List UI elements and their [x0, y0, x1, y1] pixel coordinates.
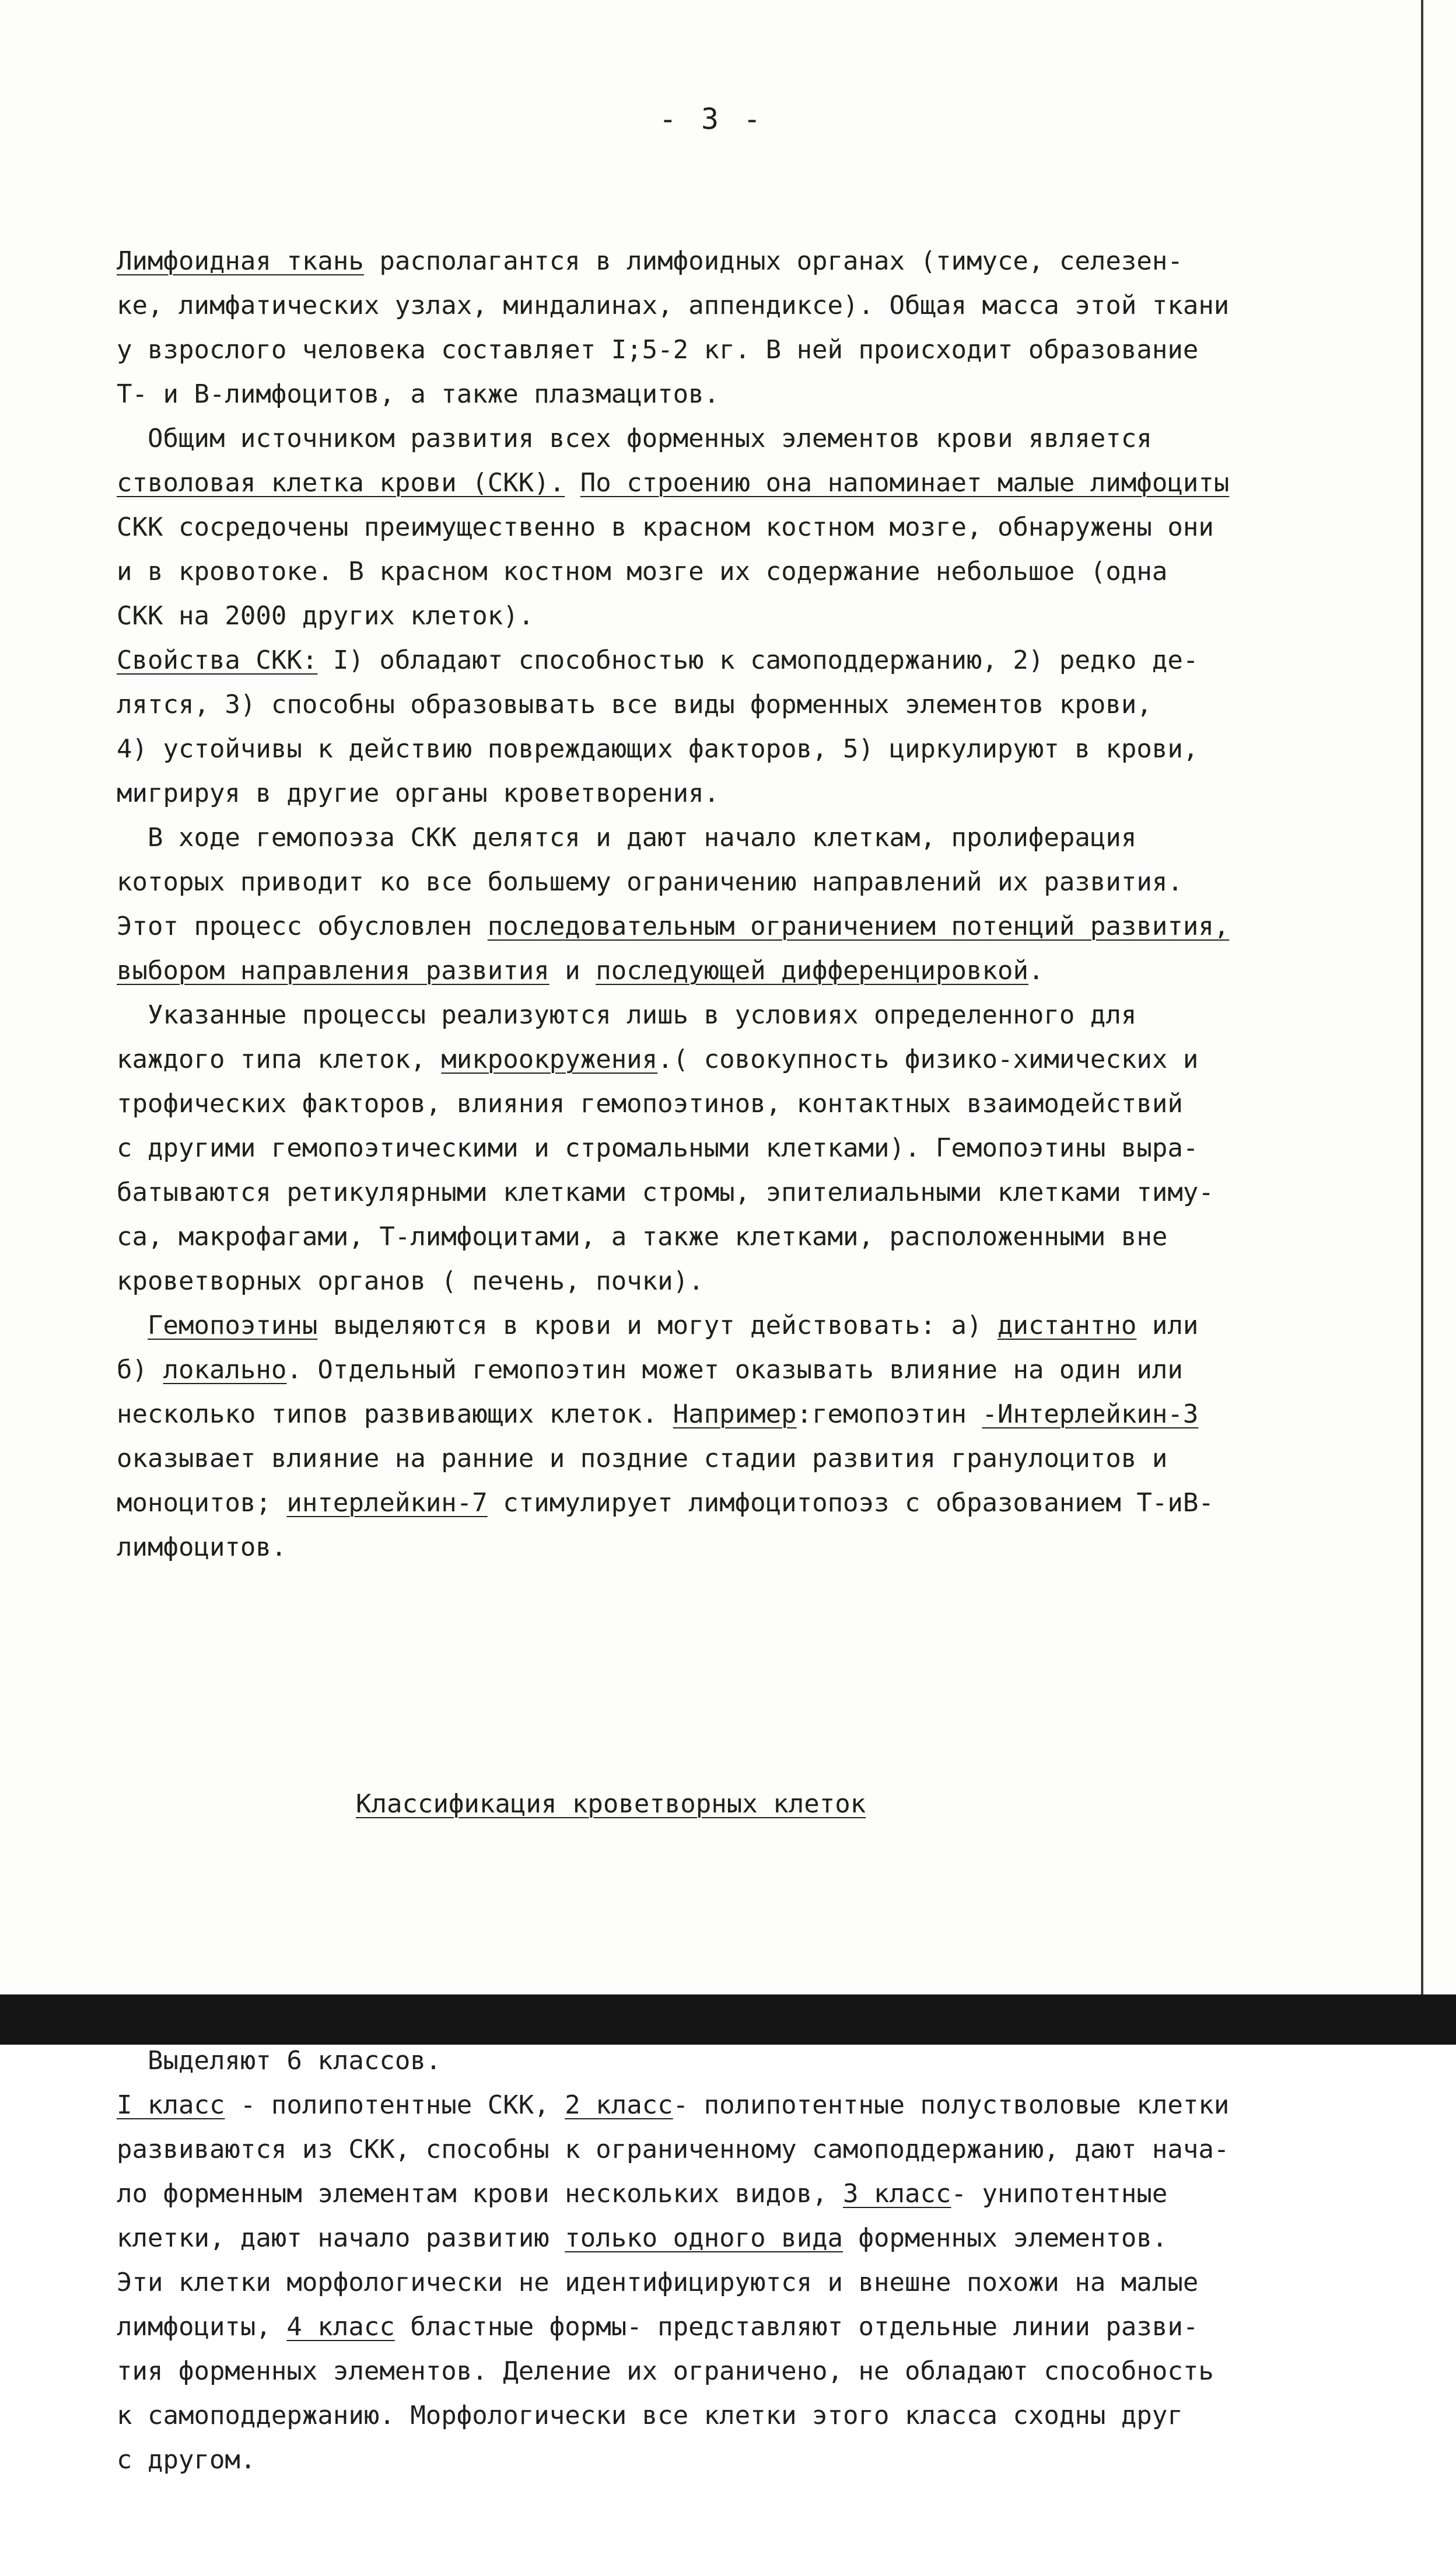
text-run: . — [1028, 956, 1044, 986]
text-run: лятся, 3) способны образовывать все виды форменных элементов крови, — [117, 690, 1152, 719]
paragraphs-hematopoiesis — [117, 239, 1418, 1570]
underlined-term: 4 класс — [286, 2312, 395, 2342]
text-run: лимфоцитов. — [117, 1532, 287, 1562]
underlined-term: Например — [673, 1399, 797, 1429]
text-run: - полипотентные полустволовые клетки — [673, 2090, 1230, 2120]
text-run: СКК сосредочены преимущественно в красном костном мозге, обнаружены они — [117, 512, 1214, 542]
spacer — [117, 1915, 1418, 1950]
text-line — [117, 904, 1418, 949]
underlined-term: -Интерлейкин-3 — [982, 1399, 1199, 1429]
text-line — [117, 1304, 1418, 1348]
text-line — [117, 1171, 1418, 1215]
text-line — [117, 816, 1418, 860]
paragraphs-classification — [117, 2039, 1418, 2482]
text-run: бластные формы- представляют отдельные линии разви- — [394, 2312, 1199, 2342]
text-run: лимфоциты, — [117, 2312, 287, 2342]
text-run: оказывает влияние на ранние и поздние стадии развития гранулоцитов и — [117, 1444, 1168, 1473]
text-line — [117, 2128, 1418, 2172]
underlined-term: Свойства СКК: — [117, 645, 318, 675]
underlined-term: дистантно — [997, 1311, 1137, 1340]
text-line — [117, 594, 1418, 638]
text-line — [117, 550, 1418, 594]
text-line — [117, 771, 1418, 816]
text-run: В ходе гемопоэза СКК делятся и дают начало клеткам, пролиферация — [117, 823, 1137, 853]
text-line — [117, 1259, 1418, 1304]
underlined-term: стволовая клетка крови (СКК). — [117, 468, 565, 498]
text-line — [117, 239, 1418, 284]
text-run: развиваются из СКК, способны к ограниченному самоподдержанию, дают нача- — [117, 2135, 1230, 2164]
section-heading: Классификация кроветворных клеток — [356, 1789, 866, 1819]
text-run: кроветворных органов ( печень, почки). — [117, 1266, 704, 1296]
underlined-term: локально — [163, 1355, 287, 1385]
text-line — [117, 1126, 1418, 1171]
underlined-term: I класс — [117, 2090, 225, 2120]
text-run: - унипотентные — [951, 2179, 1168, 2209]
text-run: с другом. — [117, 2445, 256, 2475]
text-line — [117, 372, 1418, 417]
text-line — [117, 417, 1418, 461]
text-run: :гемопоэтин — [796, 1399, 982, 1429]
text-line — [117, 860, 1418, 904]
text-run: батываются ретикулярными клетками стромы, эпителиальными клетками тиму- — [117, 1178, 1214, 1207]
text-line — [117, 683, 1418, 727]
text-line — [117, 2039, 1418, 2083]
text-line — [117, 1392, 1418, 1437]
text-run: с другими гемопоэтическими и стромальными клетками). Гемопоэтины выра- — [117, 1133, 1199, 1163]
underlined-term: 3 класс — [843, 2179, 951, 2209]
text-line — [117, 2305, 1418, 2349]
text-run: б) — [117, 1355, 163, 1385]
text-run: Указанные процессы реализуются лишь в условиях определенного для — [117, 1000, 1137, 1030]
text-run: мигрируя в другие органы кроветворения. — [117, 778, 720, 808]
text-run: или — [1136, 1311, 1199, 1340]
text-run: которых приводит ко все большему ограничению направлений их развития. — [117, 867, 1183, 897]
text-line — [117, 949, 1418, 993]
text-line — [117, 638, 1418, 683]
text-run: . Отдельный гемопоэтин может оказывать влияние на один или — [286, 1355, 1183, 1385]
underlined-term: последовательным ограничением потенций развития, — [487, 911, 1230, 941]
underlined-term: выбором направления развития — [117, 956, 550, 986]
underlined-term: По строению она напоминает малые лимфоциты — [580, 468, 1230, 498]
text-line — [117, 1348, 1418, 1392]
underlined-term: интерлейкин-7 — [286, 1488, 488, 1518]
text-run: моноцитов; — [117, 1488, 287, 1518]
text-run: трофических факторов, влияния гемопоэтинов, контактных взаимодействий — [117, 1089, 1183, 1119]
page-number: - 3 - — [659, 102, 765, 136]
text-run: .( совокупность физико-химических и — [657, 1045, 1199, 1074]
underlined-term: Лимфоидная ткань — [117, 246, 364, 276]
text-run: к самоподдержанию. Морфологически все клетки этого класса сходны друг — [117, 2401, 1183, 2430]
text-line — [117, 461, 1418, 505]
text-run: СКК на 2000 других клеток). — [117, 601, 534, 631]
text-line — [117, 2349, 1418, 2394]
text-line — [117, 328, 1418, 372]
text-line — [117, 993, 1418, 1038]
underlined-term: Гемопоэтины — [147, 1311, 318, 1340]
body-text — [117, 151, 1418, 2571]
spacer — [117, 1658, 1418, 1693]
text-run: каждого типа клеток, — [117, 1045, 442, 1074]
text-line — [117, 2438, 1418, 2482]
text-run: Т- и В-лимфоцитов, а также плазмацитов. — [117, 379, 720, 409]
text-line — [117, 284, 1418, 328]
text-run: тия форменных элементов. Деление их ограничено, не обладают способность — [117, 2356, 1214, 2386]
text-line — [117, 1082, 1418, 1126]
text-run — [117, 1311, 148, 1340]
text-run: са, макрофагами, Т-лимфоцитами, а также клетками, расположенными вне — [117, 1222, 1168, 1252]
text-run: и — [549, 956, 596, 986]
text-line — [117, 1215, 1418, 1259]
text-run: 4) устойчивы к действию повреждающих факторов, 5) циркулируют в крови, — [117, 734, 1199, 764]
page-right-edge — [1421, 0, 1423, 1996]
text-run: клетки, дают начало развитию — [117, 2223, 565, 2253]
underlined-term: только одного вида — [565, 2223, 844, 2253]
underlined-term: 2 класс — [565, 2090, 673, 2120]
text-line — [117, 1525, 1418, 1570]
text-line — [117, 1038, 1418, 1082]
underlined-term: последующей дифференцировкой — [596, 956, 1028, 986]
text-line — [117, 727, 1418, 771]
text-line — [117, 2172, 1418, 2216]
text-line — [117, 2083, 1418, 2128]
text-run: несколько типов развивающих клеток. — [117, 1399, 673, 1429]
text-run: Выделяют 6 классов. — [117, 2046, 442, 2076]
text-run: у взрослого человека составляет I;5-2 кг. В ней происходит образование — [117, 335, 1199, 365]
text-run: форменных элементов. — [843, 2223, 1168, 2253]
text-run: - полипотентные СКК, — [225, 2090, 565, 2120]
text-run: выделяются в крови и могут действовать: а) — [317, 1311, 998, 1340]
text-run: Эти клетки морфологически не идентифицируются и внешне похожи на малые — [117, 2268, 1199, 2297]
text-run — [565, 468, 580, 498]
text-run: I) обладают способностью к самоподдержанию, 2) редко де- — [317, 645, 1199, 675]
text-run: располагантся в лимфоидных органах (тимусе, селезен- — [363, 246, 1183, 276]
text-line — [117, 2394, 1418, 2438]
text-run: ло форменным элементам крови нескольких видов, — [117, 2179, 844, 2209]
text-run: стимулирует лимфоцитопоэз с образованием Т-иВ- — [487, 1488, 1214, 1518]
text-line — [117, 2261, 1418, 2305]
text-run: Этот процесс обусловлен — [117, 911, 488, 941]
underlined-term: микроокружения — [441, 1045, 658, 1074]
text-run: и в кровотоке. В красном костном мозге их содержание небольшое (одна — [117, 557, 1168, 586]
scan-bottom-border — [0, 1994, 1456, 2045]
text-run: Общим источником развития всех форменных элементов крови является — [117, 424, 1152, 453]
text-line — [117, 2216, 1418, 2261]
text-run: ке, лимфатических узлах, миндалинах, аппендиксе). Общая масса этой ткани — [117, 291, 1230, 320]
text-line — [117, 505, 1418, 550]
text-line — [117, 1437, 1418, 1481]
text-line — [117, 1481, 1418, 1525]
